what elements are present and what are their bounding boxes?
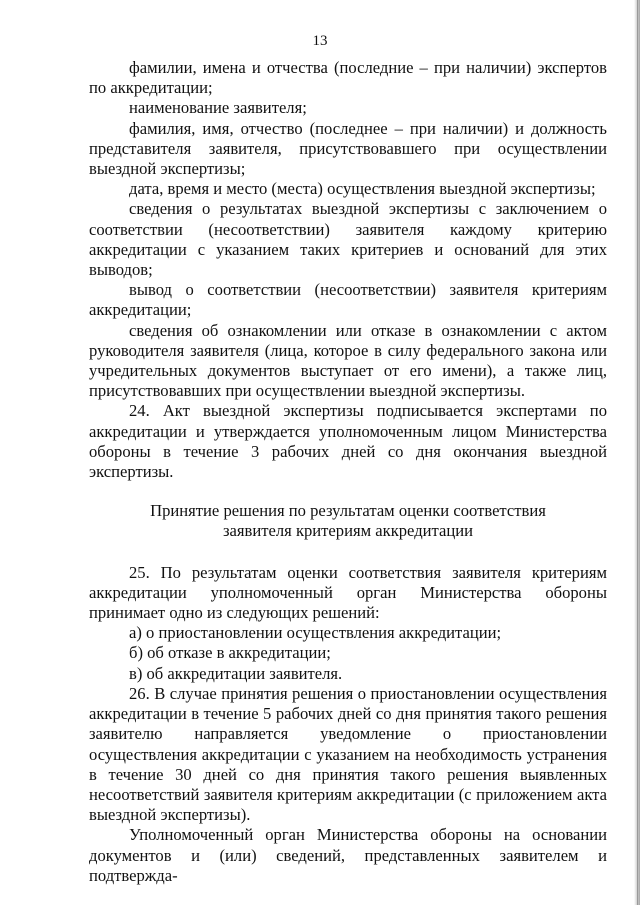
page-number: 13 bbox=[312, 33, 328, 49]
paragraph-date-place: дата, время и место (места) осуществления выездной экспертизы; bbox=[129, 179, 596, 199]
paragraph-authority: Уполномоченный орган Министерства обороны на основании документов и (или) сведений, представленных заявителем и подтвержда- bbox=[89, 825, 607, 885]
paragraph-conclusion: вывод о соответствии (несоответствии) заявителя критериям аккредитации; bbox=[89, 280, 607, 320]
section-heading-line-2: заявителя критериям аккредитации bbox=[223, 521, 473, 541]
list-item-a: а) о приостановлении осуществления аккредитации; bbox=[129, 623, 502, 643]
spacer bbox=[89, 542, 607, 563]
paragraph-results: сведения о результатах выездной экспертизы с заключением о соответствии (несоответствии) заявителя каждому критерию аккредитации с указанием таких критериев и оснований для этих выводов; bbox=[89, 199, 607, 280]
list-item-v: в) об аккредитации заявителя. bbox=[129, 663, 343, 683]
paragraph-familiarization: сведения об ознакомлении или отказе в ознакомлении с актом руководителя заявителя (лица, которое в силу федерального закона или учредительных документов выступает от его имени), а также лиц, присутствовавших при осуществлении выездной экспертизы. bbox=[89, 320, 607, 401]
paragraph-expert-names: фамилии, имена и отчества (последние – при наличии) экспертов по аккредитации; bbox=[89, 58, 607, 98]
paragraph-representative: фамилия, имя, отчество (последнее – при наличии) и должность представителя заявителя, присутствовавшего при осуществлении выездной экспертизы; bbox=[89, 118, 607, 179]
spacer bbox=[89, 482, 607, 501]
section-heading-line-1: Принятие решения по результатам оценки соответствия bbox=[150, 501, 546, 521]
paragraph-item-24: 24. Акт выездной экспертизы подписывается экспертами по аккредитации и утверждается уполномоченным лицом Министерства обороны в течение 3 рабочих дней со дня окончания выездной экспертизы. bbox=[89, 401, 607, 482]
paragraph-item-26: 26. В случае принятия решения о приостановлении осуществления аккредитации в течение 5 рабочих дней со дня принятия такого решения заявителю направляется уведомление о приостановлении осуществления аккредитации с указанием на необходимость устранения в течение 30 дней со дня принятия такого решения выявленных несоответствий заявителя критериям аккредитации (с приложением акта выездной экспертизы). bbox=[89, 683, 607, 825]
page-edge-line bbox=[637, 0, 638, 905]
list-item-b: б) об отказе в аккредитации; bbox=[129, 643, 331, 663]
paragraph-item-25: 25. По результатам оценки соответствия заявителя критериям аккредитации уполномоченный орган Министерства обороны принимает одно из следующих решений: bbox=[89, 562, 607, 623]
document-body bbox=[89, 58, 607, 886]
paragraph-applicant-name: наименование заявителя; bbox=[129, 98, 307, 118]
